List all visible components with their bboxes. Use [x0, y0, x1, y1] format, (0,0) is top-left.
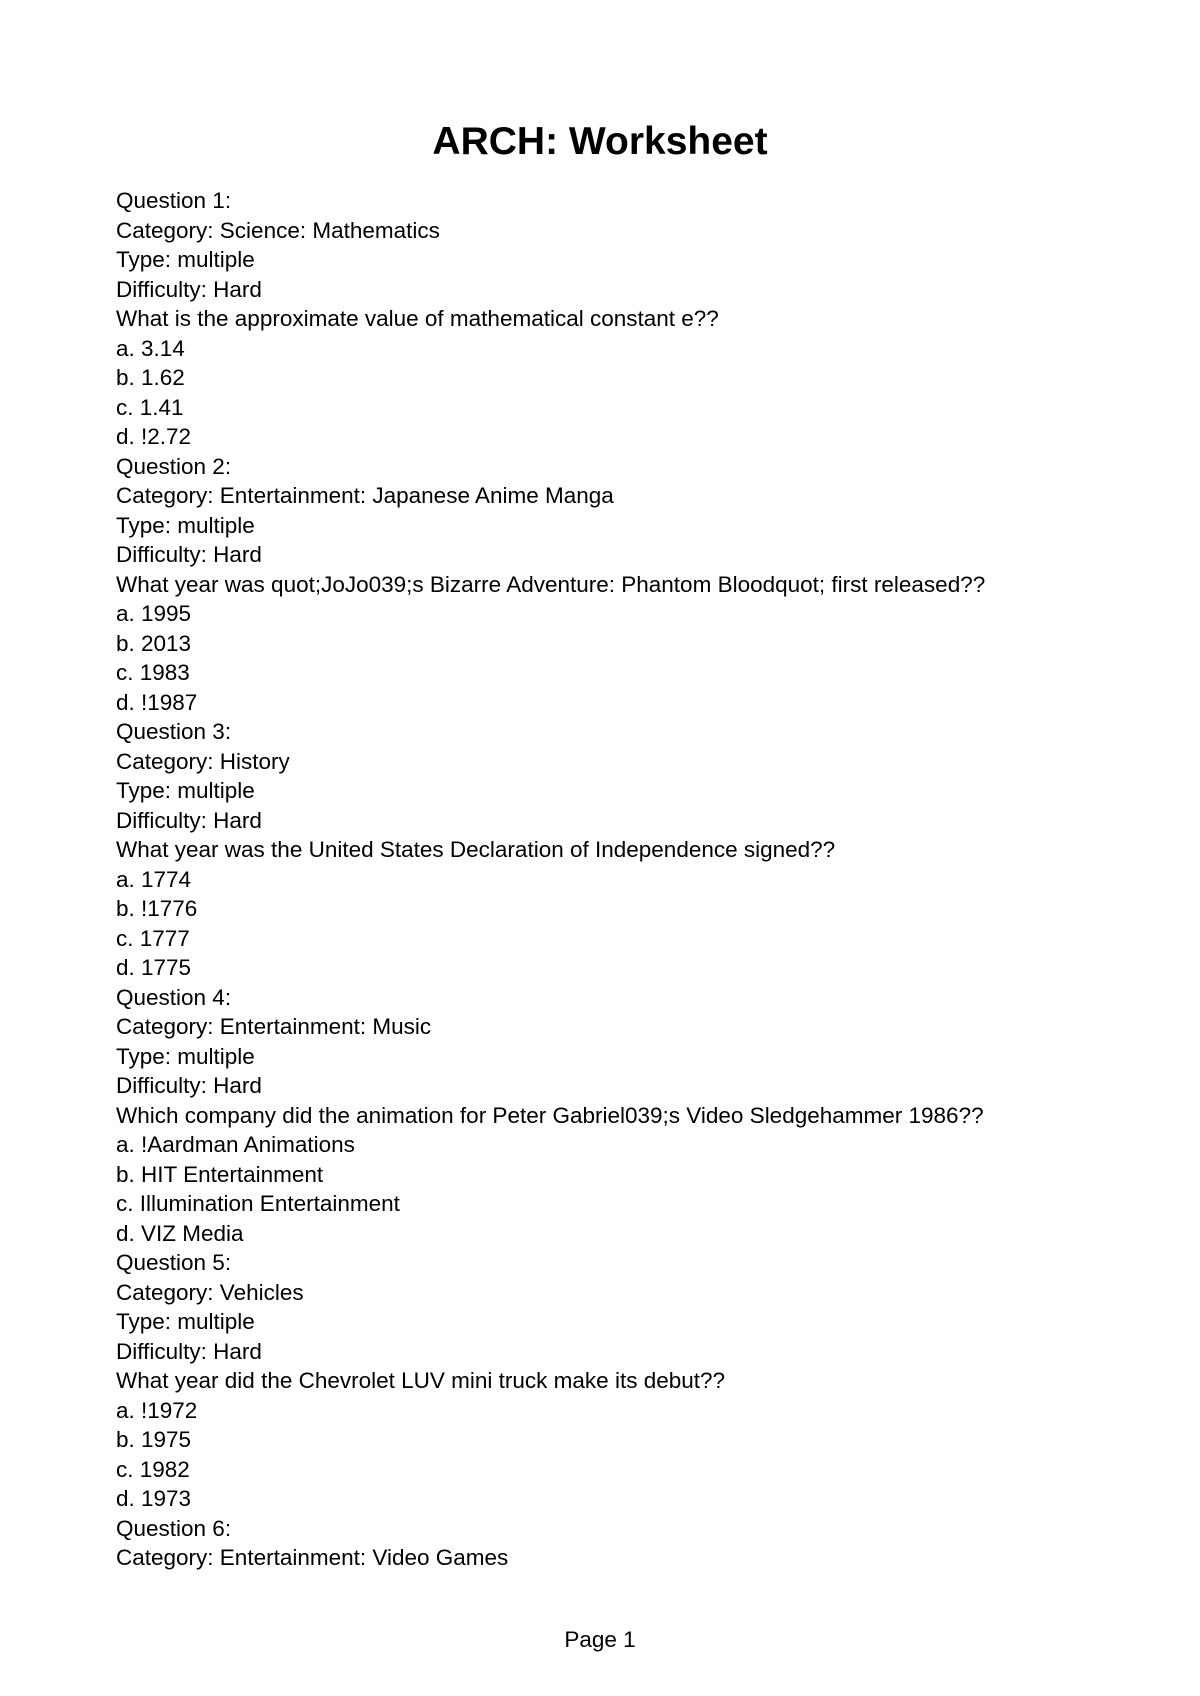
question-type: Type: multiple [116, 778, 255, 803]
answer-option: d. !1987 [116, 689, 198, 715]
question-difficulty: Difficulty: Hard [116, 1073, 262, 1098]
answer-option: d. !2.72 [116, 424, 192, 449]
answer-option: d. 1775 [116, 955, 192, 980]
answer-option: b. !1776 [116, 896, 198, 921]
question-text: What year did the Chevrolet LUV mini truck make its debut?? [116, 1368, 726, 1393]
answer-option: a. 1774 [116, 866, 192, 892]
question-category: Category: History [116, 748, 290, 774]
answer-option: d. VIZ Media [116, 1220, 244, 1246]
question-type: Type: multiple [116, 1043, 255, 1069]
answer-option: b. 1.62 [116, 365, 185, 390]
question-category: Category: Entertainment: Japanese Anime Manga [116, 483, 614, 508]
question-category: Category: Entertainment: Video Games [116, 1545, 509, 1570]
page-number: Page 1 [564, 1627, 636, 1652]
question-difficulty: Difficulty: Hard [116, 1338, 262, 1364]
answer-option: d. 1973 [116, 1486, 192, 1511]
answer-option: c. 1777 [116, 925, 190, 951]
question-list [116, 186, 1116, 1573]
answer-option: a. !1972 [116, 1397, 198, 1423]
question-text: What is the approximate value of mathematical constant e?? [116, 306, 719, 331]
answer-option: a. 3.14 [116, 335, 185, 361]
question-difficulty: Difficulty: Hard [116, 807, 262, 833]
question-type: Type: multiple [116, 512, 255, 538]
answer-option: c. Illumination Entertainment [116, 1191, 400, 1216]
question-category: Category: Science: Mathematics [116, 217, 440, 243]
question-text: What year was the United States Declaration of Independence signed?? [116, 837, 836, 862]
question-text: Which company did the animation for Peter Gabriel039;s Video Sledgehammer 1986?? [116, 1102, 984, 1128]
question-difficulty: Difficulty: Hard [116, 276, 262, 302]
question-heading: Question 2: [116, 453, 232, 479]
page-title: ARCH: Worksheet [432, 120, 768, 163]
answer-option: a. 1995 [116, 601, 192, 626]
answer-option: c. 1.41 [116, 394, 184, 420]
question-category: Category: Vehicles [116, 1279, 304, 1305]
question-type: Type: multiple [116, 1309, 255, 1334]
question-difficulty: Difficulty: Hard [116, 542, 262, 567]
question-type: Type: multiple [116, 247, 255, 272]
answer-option: c. 1983 [116, 660, 190, 685]
answer-option: b. HIT Entertainment [116, 1161, 324, 1187]
answer-option: c. 1982 [116, 1456, 190, 1482]
question-category: Category: Entertainment: Music [116, 1014, 432, 1039]
question-heading: Question 6: [116, 1515, 232, 1541]
question-text: What year was quot;JoJo039;s Bizarre Adventure: Phantom Bloodquot; first released?? [116, 571, 986, 597]
answer-option: a. !Aardman Animations [116, 1132, 355, 1157]
question-heading: Question 4: [116, 984, 232, 1010]
answer-option: b. 1975 [116, 1427, 192, 1452]
question-heading: Question 5: [116, 1250, 232, 1275]
answer-option: b. 2013 [116, 630, 192, 656]
question-heading: Question 3: [116, 719, 232, 744]
question-heading: Question 1: [116, 188, 232, 213]
